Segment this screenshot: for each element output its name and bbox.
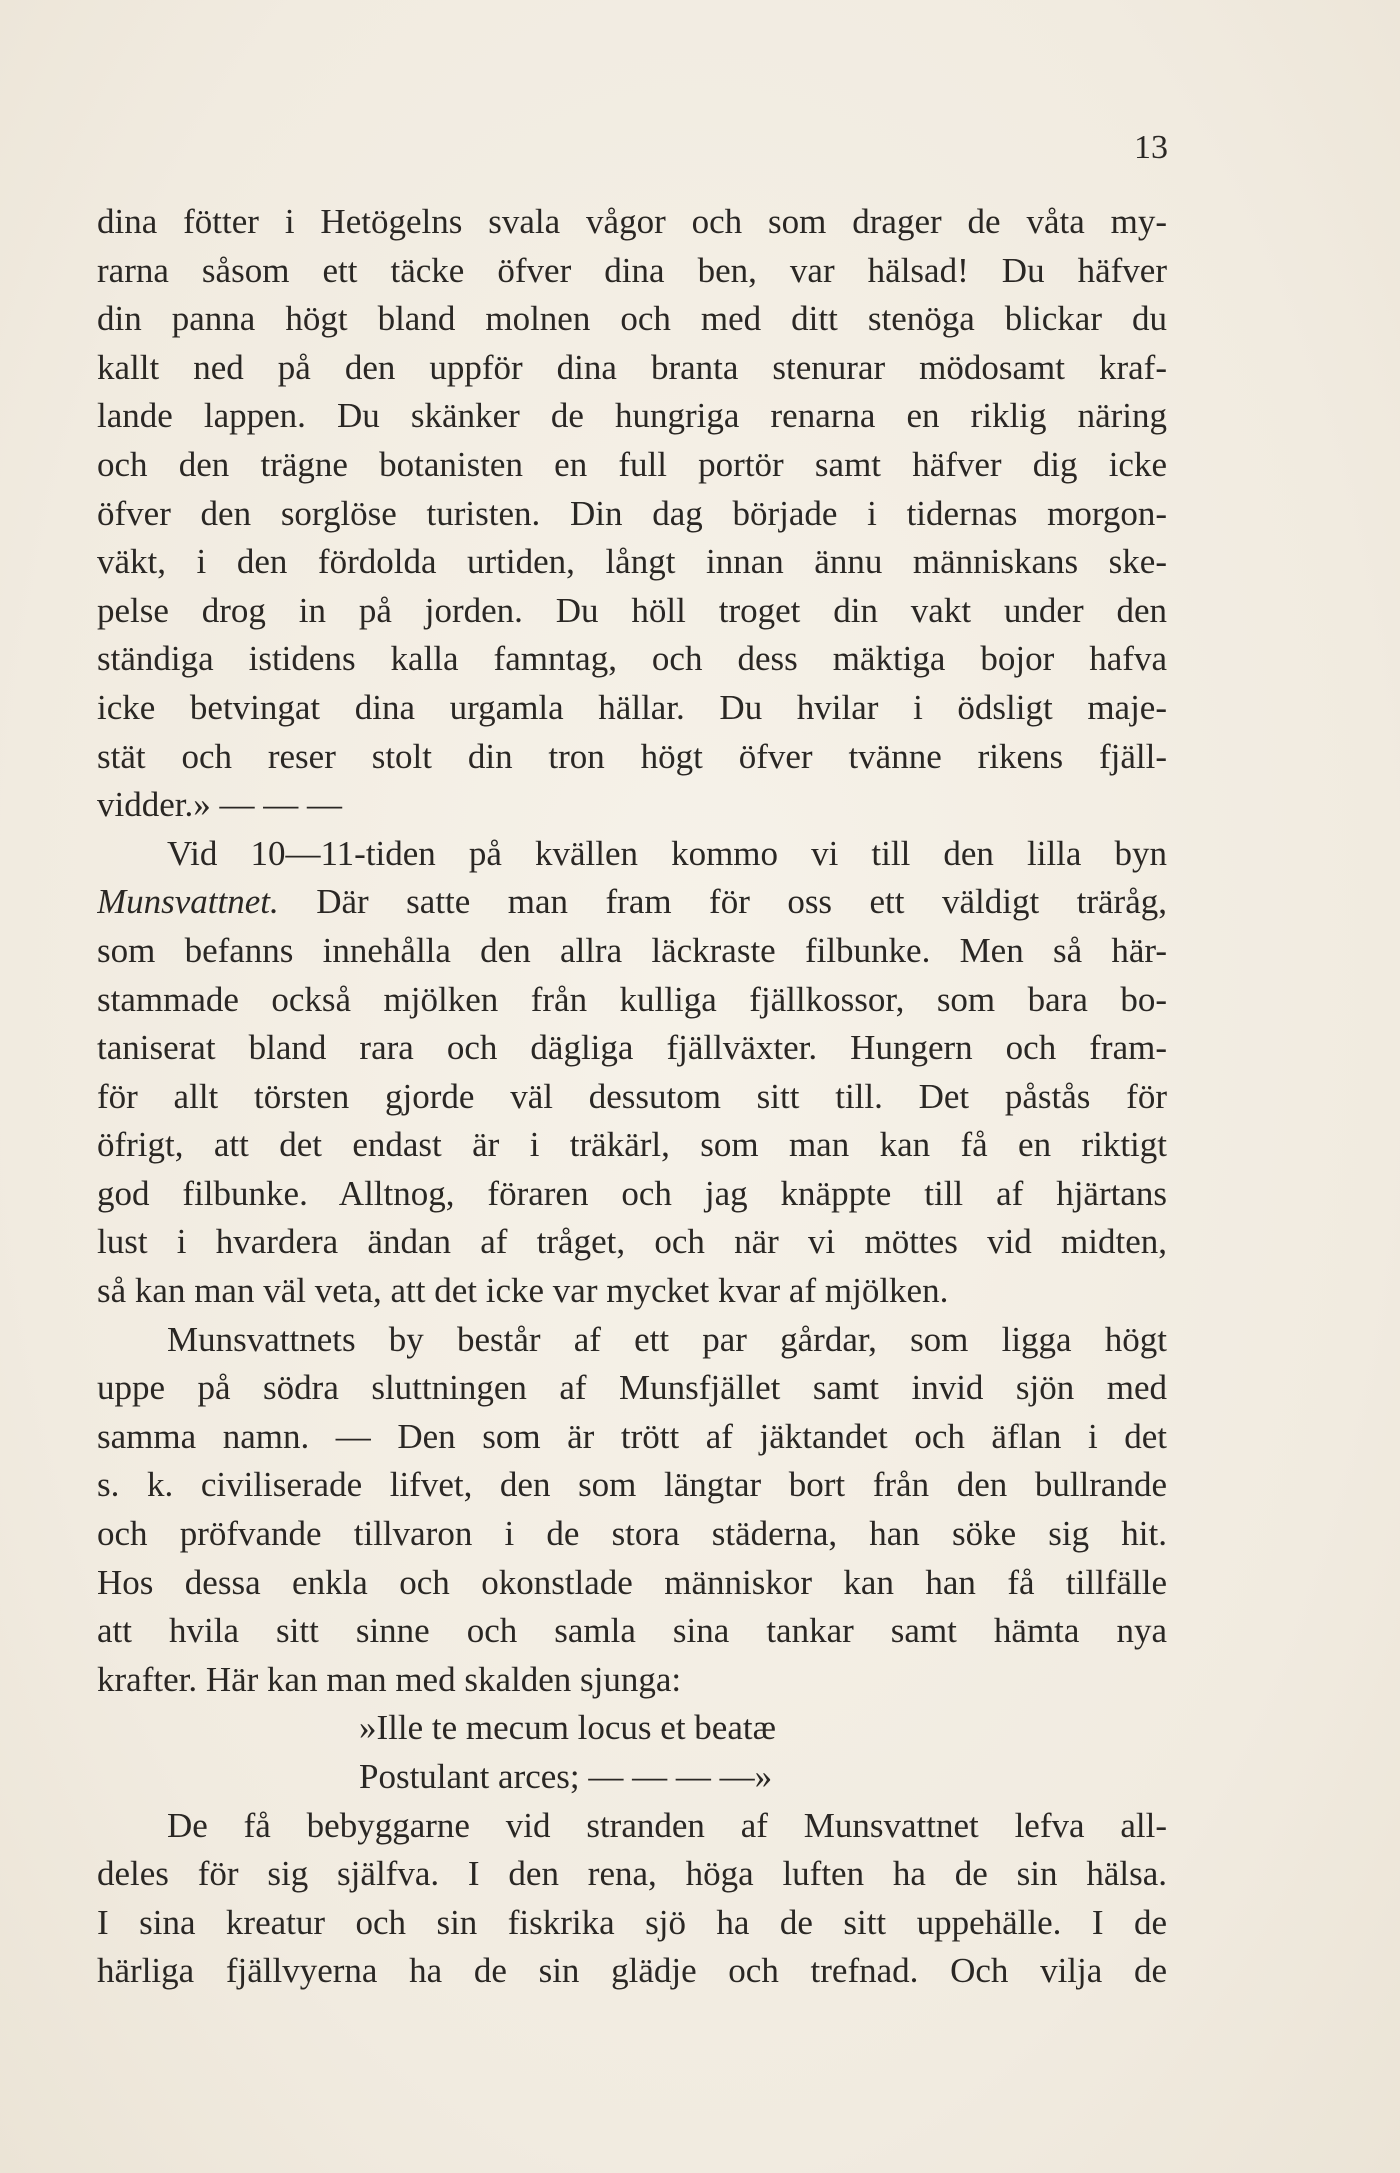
text-line: De få bebyggarne vid stranden af Munsvattnet lefva all- [167, 1805, 1167, 1845]
text-line: samma namn. — Den som är trött af jäktandet och äflan i det [97, 1416, 1167, 1456]
text-line: deles för sig själfva. I den rena, höga luften ha de sin hälsa. [97, 1854, 1167, 1894]
text-line: stät och reser stolt din tron högt öfver tvänne rikens fjäll- [97, 736, 1167, 776]
text-line: lust i hvardera ändan af tråget, och när vi möttes vid midten, [97, 1222, 1167, 1262]
text-line: ständiga istidens kalla famntag, och dess mäktiga bojor hafva [97, 639, 1167, 679]
text-line: och den trägne botanisten en full portör samt häfver dig icke [97, 444, 1167, 484]
text-line: god filbunke. Alltnog, föraren och jag knäppte till af hjärtans [97, 1173, 1167, 1213]
verse-line: Postulant arces; — — — —» [359, 1757, 773, 1796]
text-line: som befanns innehålla den allra läckraste filbunke. Men så här- [97, 930, 1167, 970]
text-line: dina fötter i Hetögelns svala vågor och som drager de våta my- [97, 202, 1167, 241]
text-line: din panna högt bland molnen och med ditt stenöga blickar du [97, 299, 1167, 339]
text-line: rarna såsom ett täcke öfver dina ben, var hälsad! Du häfver [97, 250, 1167, 290]
text-line [97, 878, 1167, 927]
text-line: Hos dessa enkla och okonstlade människor kan han få tillfälle [97, 1562, 1167, 1602]
text-line: taniserat bland rara och dägliga fjällväxter. Hungern och fram- [97, 1028, 1167, 1068]
text-line: krafter. Här kan man med skalden sjunga: [97, 1659, 682, 1699]
text-line: öfver den sorglöse turisten. Din dag började i tidernas morgon- [97, 493, 1167, 533]
text-line: Vid 10—11-tiden på kvällen kommo vi till den lilla byn [167, 833, 1167, 873]
text-line: för allt törsten gjorde väl dessutom sitt till. Det påstås för [97, 1076, 1167, 1116]
text-line: vidder.» — — — [97, 785, 342, 825]
text-line: och pröfvande tillvaron i de stora städerna, han söke sig hit. [97, 1514, 1167, 1554]
text-line: kallt ned på den uppför dina branta stenurar mödosamt kraf- [97, 347, 1167, 387]
text-line: Munsvattnets by består af ett par gårdar, som ligga högt [167, 1319, 1167, 1359]
text-line: öfrigt, att det endast är i träkärl, som man kan få en riktigt [97, 1125, 1167, 1165]
text-line: uppe på södra sluttningen af Munsfjället samt invid sjön med [97, 1368, 1167, 1408]
text-line: så kan man väl veta, att det icke var mycket kvar af mjölken. [97, 1271, 949, 1311]
text-line-rest: Där satte man fram för oss ett väldigt träråg, [278, 882, 1167, 922]
text-line: icke betvingat dina urgamla hällar. Du hvilar i ödsligt maje- [97, 687, 1167, 727]
verse-line: »Ille te mecum locus et beatæ [359, 1708, 776, 1748]
place-name: Munsvattnet. [97, 882, 279, 922]
text-line: härliga fjällvyerna ha de sin glädje och trefnad. Och vilja de [97, 1951, 1167, 1991]
text-line: I sina kreatur och sin fiskrika sjö ha de sitt uppehälle. I de [97, 1902, 1167, 1942]
text-line: pelse drog in på jorden. Du höll troget din vakt under den [97, 590, 1167, 630]
text-line: s. k. civiliserade lifvet, den som längtar bort från den bullrande [97, 1465, 1167, 1505]
text-line: väkt, i den fördolda urtiden, långt innan ännu människans ske- [97, 542, 1167, 582]
body-text [97, 198, 1167, 1996]
text-line: lande lappen. Du skänker de hungriga renarna en riklig näring [97, 396, 1167, 436]
page-number: 13 [1134, 129, 1168, 166]
text-line: att hvila sitt sinne och samla sina tankar samt hämta nya [97, 1611, 1167, 1651]
text-line: stammade också mjölken från kulliga fjällkossor, som bara bo- [97, 979, 1167, 1019]
